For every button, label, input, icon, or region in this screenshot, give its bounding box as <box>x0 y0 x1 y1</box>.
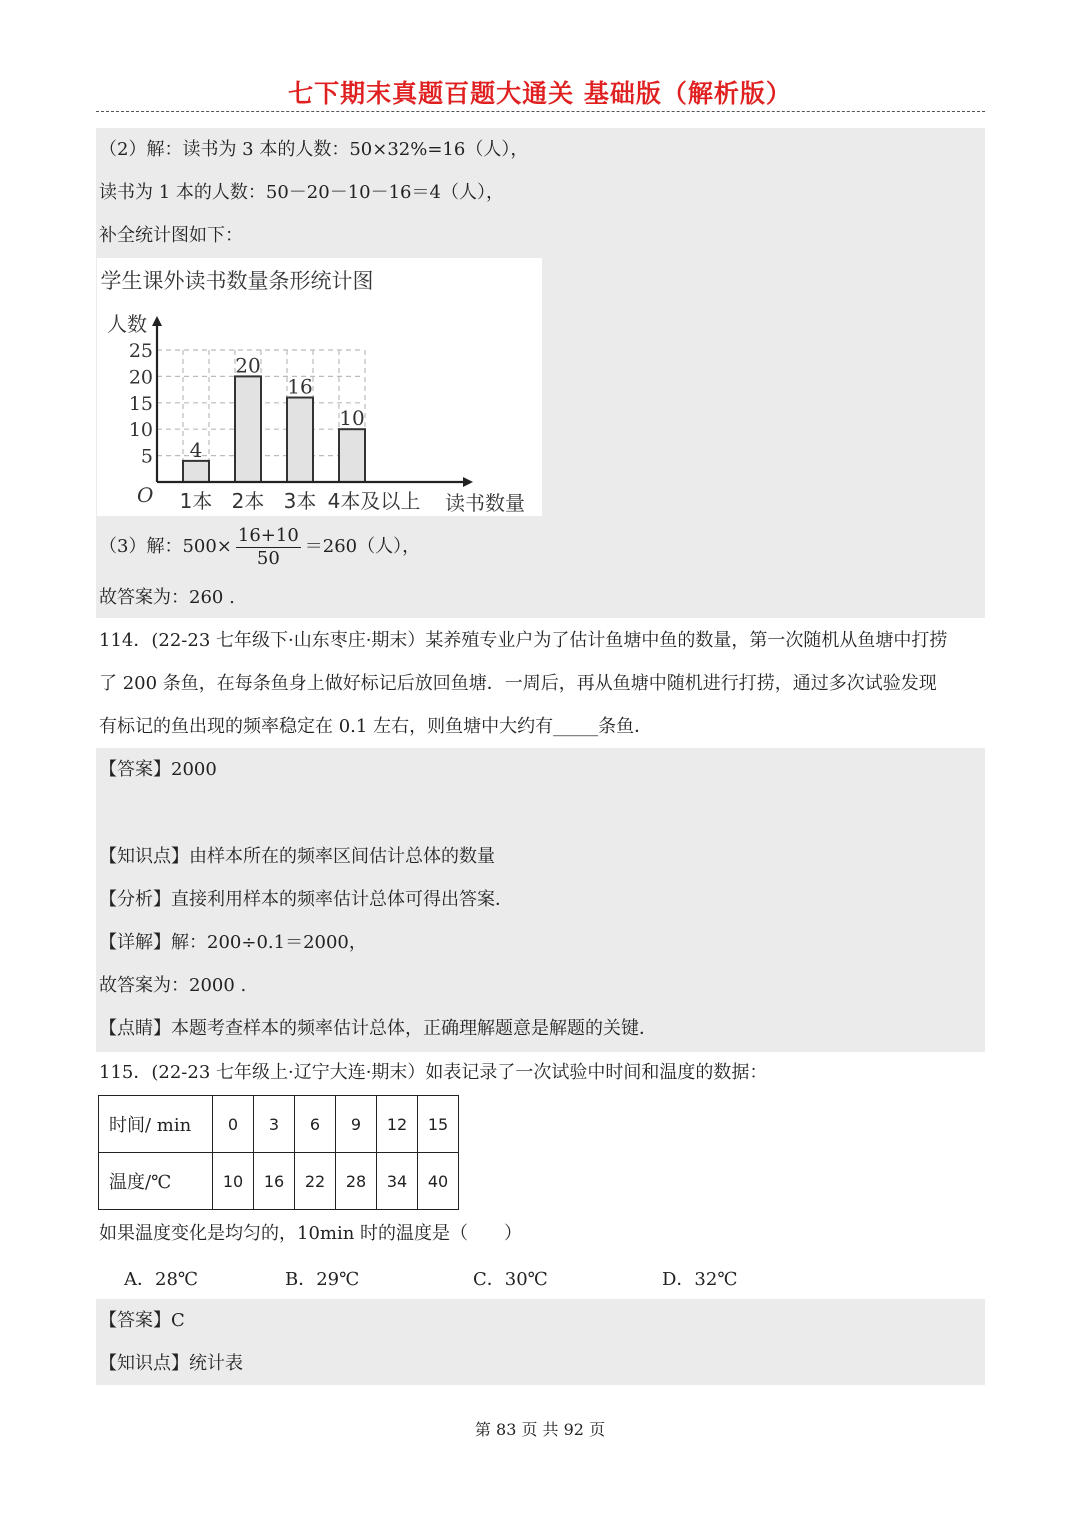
fraction-denominator: 50 <box>256 547 280 569</box>
document-title: 七下期末真题百题大通关 基础版（解析版） <box>288 79 792 108</box>
bar-value-label: 16 <box>287 374 313 399</box>
table-cell: 12 <box>377 1096 418 1153</box>
page-footer: 第 83 页 共 92 页 <box>474 1420 606 1439</box>
bar <box>287 398 313 482</box>
x-axis-arrow <box>463 477 473 487</box>
x-tick-label: 3本 <box>283 489 317 513</box>
table-row-label: 温度/℃ <box>99 1153 213 1210</box>
q114-detail: 【详解】解：200÷0.1＝2000， <box>99 932 367 953</box>
option-c: C．30℃ <box>473 1269 548 1290</box>
q114-knowledge: 【知识点】由样本所在的频率区间估计总体的数量 <box>99 846 495 867</box>
x-axis-label: 读书数量 <box>445 491 525 515</box>
x-tick-label: 1本 <box>179 489 213 513</box>
q114-final: 故答案为：2000 . <box>99 975 247 996</box>
table-cell: 28 <box>336 1153 377 1210</box>
bar-value-label: 4 <box>189 437 203 462</box>
table-cell: 0 <box>213 1096 254 1153</box>
option-d: D．32℃ <box>662 1269 738 1290</box>
y-tick-label: 10 <box>128 419 153 442</box>
q114-analysis: 【分析】直接利用样本的频率估计总体可得出答案． <box>99 889 513 910</box>
q114-answer: 【答案】2000 <box>99 759 217 780</box>
bar <box>183 461 209 482</box>
table-row-label: 时间/ min <box>99 1096 213 1153</box>
part3-suffix: ＝260（人）， <box>304 536 421 557</box>
y-axis-arrow <box>152 316 162 326</box>
origin-label: O <box>137 483 154 507</box>
part3-line <box>99 522 420 572</box>
q114-comment: 【点睛】本题考查样本的频率估计总体，正确理解题意是解题的关键． <box>99 1018 657 1039</box>
q115-question: 如果温度变化是均匀的，10min 时的温度是（ ） <box>99 1223 523 1244</box>
fraction <box>236 525 301 570</box>
bar <box>235 376 261 482</box>
y-tick-label: 15 <box>128 392 153 415</box>
y-tick-label: 25 <box>128 340 153 362</box>
part3-answer: 故答案为：260 . <box>99 587 235 608</box>
option-b: B．29℃ <box>285 1269 360 1290</box>
x-tick-label: 4本及以上 <box>327 489 421 513</box>
header-divider <box>96 111 985 112</box>
y-tick-label: 20 <box>128 366 153 389</box>
part2-line2: 读书为 1 本的人数：50－20－10－16＝4（人）， <box>99 182 504 203</box>
q114-line2: 了 200 条鱼，在每条鱼身上做好标记后放回鱼塘．一周后，再从鱼塘中随机进行打捞，通过多次试验发现 <box>99 673 937 694</box>
x-tick-label: 2本 <box>231 489 265 513</box>
table-cell: 10 <box>213 1153 254 1210</box>
data-table <box>98 1095 459 1210</box>
table-cell: 22 <box>295 1153 336 1210</box>
y-tick-label: 5 <box>140 445 153 468</box>
q114-line3: 有标记的鱼出现的频率稳定在 0.1 左右，则鱼塘中大约有_____条鱼． <box>99 716 653 737</box>
table-cell: 16 <box>254 1153 295 1210</box>
part2-line1: （2）解：读书为 3 本的人数：50×32%=16（人）， <box>99 139 529 160</box>
table-cell: 40 <box>418 1153 459 1210</box>
table-row <box>99 1153 459 1210</box>
chart-title: 学生课外读书数量条形统计图 <box>100 269 374 293</box>
q114-line1: 114．(22-23 七年级下·山东枣庄·期末）某养殖专业户为了估计鱼塘中鱼的数量，第一次随机从鱼塘中打捞 <box>99 630 948 651</box>
table-cell: 34 <box>377 1153 418 1210</box>
q115-answer: 【答案】C <box>99 1310 185 1331</box>
table-cell: 9 <box>336 1096 377 1153</box>
bar <box>339 429 365 482</box>
bar-chart-svg <box>97 258 542 516</box>
table-row <box>99 1096 459 1153</box>
bar-value-label: 20 <box>235 353 261 378</box>
part2-line3: 补全统计图如下： <box>99 225 243 246</box>
option-a: A．28℃ <box>124 1269 199 1290</box>
q115-knowledge: 【知识点】统计表 <box>99 1353 243 1374</box>
part3-prefix: （3）解：500× <box>99 536 232 557</box>
q115-line1: 115．(22-23 七年级上·辽宁大连·期末）如表记录了一次试验中时间和温度的数据： <box>99 1062 768 1083</box>
bar-chart <box>97 258 542 516</box>
fraction-numerator: 16+10 <box>237 524 299 546</box>
table-cell: 15 <box>418 1096 459 1153</box>
bar-value-label: 10 <box>339 406 365 431</box>
table-cell: 6 <box>295 1096 336 1153</box>
y-axis-label: 人数 <box>107 312 147 336</box>
table-cell: 3 <box>254 1096 295 1153</box>
chart-bars <box>183 353 365 482</box>
